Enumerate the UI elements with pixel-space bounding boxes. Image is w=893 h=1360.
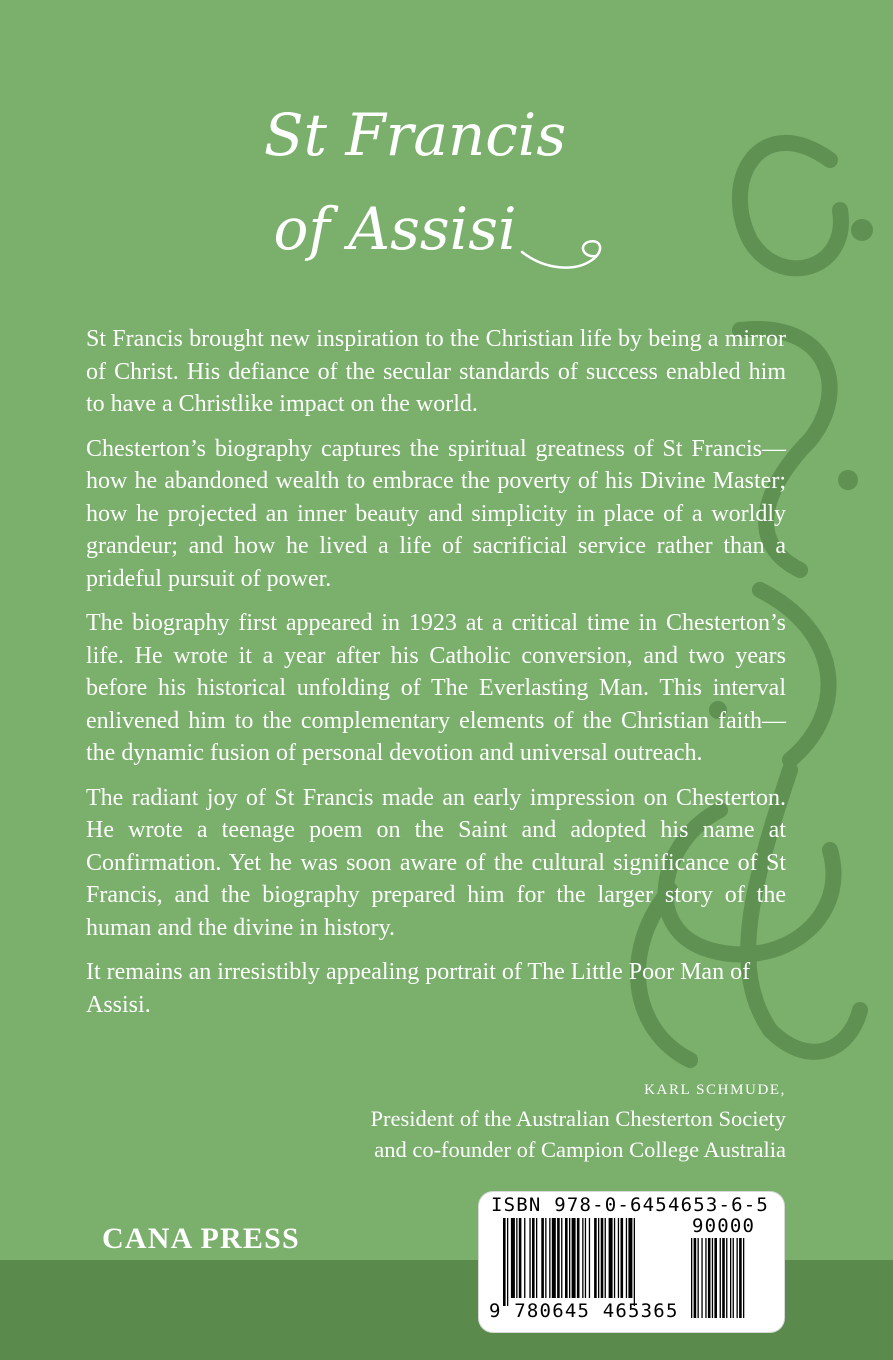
barcode-bar [557,1218,560,1298]
barcode-bar [507,1218,508,1306]
addon-bar [730,1238,731,1318]
addon-bar [712,1238,713,1318]
title-line-2: of Assisi [273,195,517,263]
barcode-bar [626,1218,627,1298]
addon-bar [708,1238,711,1318]
barcode-bar [569,1218,570,1298]
barcode-bar [561,1218,562,1298]
barcode-bar [585,1218,586,1298]
barcode-bar [628,1218,632,1298]
barcode-bar [565,1218,568,1298]
barcode-bar [589,1218,590,1298]
addon-bar [739,1238,742,1318]
barcode-bar [582,1218,583,1298]
barcode-bar [511,1218,515,1298]
barcode-bar [605,1218,606,1298]
barcode-bar [618,1218,619,1298]
addon-bar [691,1238,692,1318]
barcode-bar [516,1218,517,1298]
barcode-bar [601,1218,604,1298]
barcode-bar [541,1218,544,1298]
isbn-barcode [479,1192,784,1332]
blurb-paragraph: St Francis brought new inspiration to the Christian life by being a mirror of Christ. His defiance of the secular standards of success enabled him to have a Christlike impact on the world. [86,326,786,417]
attribution-line-1: President of the Australian Chesterton Society [370,1106,786,1131]
attribution-name: KARL SCHMUDE, [644,1082,786,1098]
addon-bar [722,1238,725,1318]
ean-digits: 9 780645 465365 [489,1300,679,1322]
addon-bar [701,1238,702,1318]
addon-bar [698,1238,699,1318]
blurb-paragraph: Chesterton’s biography captures the spiritual greatness of St Francis—how he abandoned wealth to embrace the poverty of his Divine Master; how he projected an inner beauty and simplicity in place of a worldly grandeur; and how he lived a life of sacrificial service rather than a prideful pursuit of power. [86,435,786,592]
barcode-bar [529,1218,530,1298]
addon-bar [733,1238,734,1318]
barcode-bar [536,1218,537,1298]
barcode-bar [503,1218,506,1306]
barcode-bar [552,1218,556,1298]
barcode-bar [634,1218,635,1306]
isbn-label: ISBN 978-0-6454653-6-5 [491,1194,770,1216]
addon-bar [726,1238,727,1318]
addon-bar [743,1238,744,1318]
addon-bar [694,1238,697,1318]
publisher-name: CANA PRESS [102,1222,300,1255]
barcode-bar [621,1218,624,1298]
addon-bar [737,1238,738,1318]
blurb-paragraph: The radiant joy of St Francis made an early impression on Chesterton. He wrote a teenage poem on the Saint and adopted his name at Confirmation. Yet he was soon aware of the cultural significance of St Francis, and the biography prepared him for the larger story of the human and the divine in history. [86,784,786,941]
barcode-bar [609,1218,613,1298]
attribution [266,1077,786,1165]
price-addon: 90000 [692,1215,756,1237]
title-flourish [520,232,610,282]
barcode-bar [532,1218,535,1298]
barcode-bar [572,1218,576,1298]
barcode-bar [545,1218,546,1298]
title-line-1: St Francis [263,101,567,169]
barcode-bar [524,1218,525,1298]
barcode-bar [549,1218,550,1298]
barcode-bar [577,1218,580,1298]
barcode-bar [519,1218,522,1298]
blurb [86,323,786,1033]
blurb-paragraph: The biography first appeared in 1923 at a critical time in Chesterton’s life. He wrote it a year after his Catholic conversion, and two years before his historical unfolding of The Everlasting Man. This interval enlivened him to the complementary elements of the Christian faith—the dynamic fusion of personal devotion and universal outreach. [86,610,786,766]
addon-bar [714,1238,717,1318]
attribution-line-2: and co-founder of Campion College Australia [374,1137,786,1162]
addon-bar [720,1238,721,1318]
barcode-bar [598,1218,599,1298]
barcode-bar [614,1218,615,1298]
blurb-paragraph: It remains an irresistibly appealing portrait of The Little Poor Man of Assisi. [86,959,751,1018]
addon-bar [705,1238,706,1318]
barcode-bar [594,1218,597,1298]
